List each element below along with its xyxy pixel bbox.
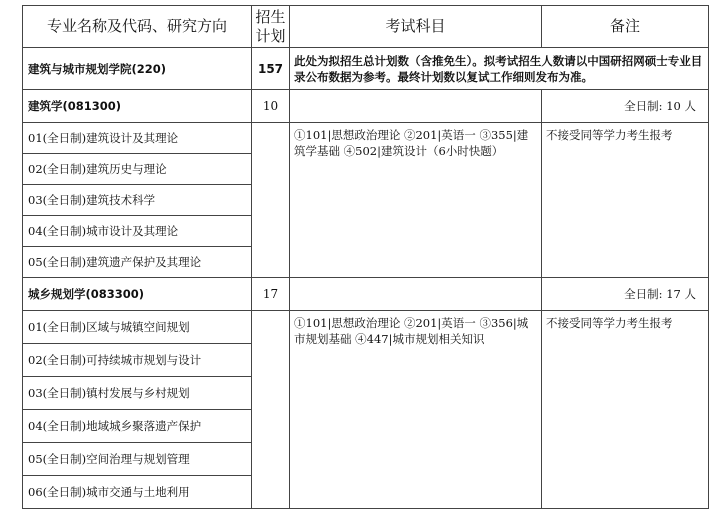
exam-subjects: ①101|思想政治理论 ②201|英语一 ③355|建筑学基础 ④502|建筑设计（6小时快题） bbox=[290, 123, 542, 278]
header-quota: 招生计划 bbox=[252, 6, 290, 48]
college-notice: 此处为拟招生总计划数（含推免生）。拟考试招生人数请以中国研招网硕士专业目录公布数据为参考。最终计划数以复试工作细则发布为准。 bbox=[290, 48, 709, 90]
direction-name: 05(全日制)空间治理与规划管理 bbox=[23, 443, 252, 476]
direction-name: 06(全日制)城市交通与土地利用 bbox=[23, 476, 252, 509]
direction-name: 02(全日制)建筑历史与理论 bbox=[23, 154, 252, 185]
major-quota: 10 bbox=[252, 90, 290, 123]
major-plan: 全日制: 17 人 bbox=[542, 278, 709, 311]
college-name: 建筑与城市规划学院(220) bbox=[23, 48, 252, 90]
major-name: 城乡规划学(083300) bbox=[23, 278, 252, 311]
college-quota: 157 bbox=[252, 48, 290, 90]
college-row bbox=[23, 48, 709, 90]
direction-name: 03(全日制)镇村发展与乡村规划 bbox=[23, 377, 252, 410]
header-major: 专业名称及代码、研究方向 bbox=[23, 6, 252, 48]
direction-row bbox=[23, 123, 709, 154]
direction-name: 04(全日制)地域城乡聚落遗产保护 bbox=[23, 410, 252, 443]
major-quota: 17 bbox=[252, 278, 290, 311]
direction-name: 01(全日制)区域与城镇空间规划 bbox=[23, 311, 252, 344]
major-row bbox=[23, 90, 709, 123]
major-plan: 全日制: 10 人 bbox=[542, 90, 709, 123]
major-empty-cell bbox=[290, 278, 542, 311]
direction-quota-cell bbox=[252, 123, 290, 278]
direction-name: 01(全日制)建筑设计及其理论 bbox=[23, 123, 252, 154]
major-row bbox=[23, 278, 709, 311]
direction-row bbox=[23, 311, 709, 344]
major-note: 不接受同等学力考生报考 bbox=[542, 311, 709, 509]
header-row bbox=[23, 6, 709, 48]
header-subjects: 考试科目 bbox=[290, 6, 542, 48]
direction-name: 03(全日制)建筑技术科学 bbox=[23, 185, 252, 216]
catalog-table bbox=[22, 5, 709, 509]
direction-name: 05(全日制)建筑遗产保护及其理论 bbox=[23, 247, 252, 278]
major-note: 不接受同等学力考生报考 bbox=[542, 123, 709, 278]
direction-name: 02(全日制)可持续城市规划与设计 bbox=[23, 344, 252, 377]
exam-subjects: ①101|思想政治理论 ②201|英语一 ③356|城市规划基础 ④447|城市规划相关知识 bbox=[290, 311, 542, 509]
direction-quota-cell bbox=[252, 311, 290, 509]
major-name: 建筑学(081300) bbox=[23, 90, 252, 123]
direction-name: 04(全日制)城市设计及其理论 bbox=[23, 216, 252, 247]
major-empty-cell bbox=[290, 90, 542, 123]
header-notes: 备注 bbox=[542, 6, 709, 48]
